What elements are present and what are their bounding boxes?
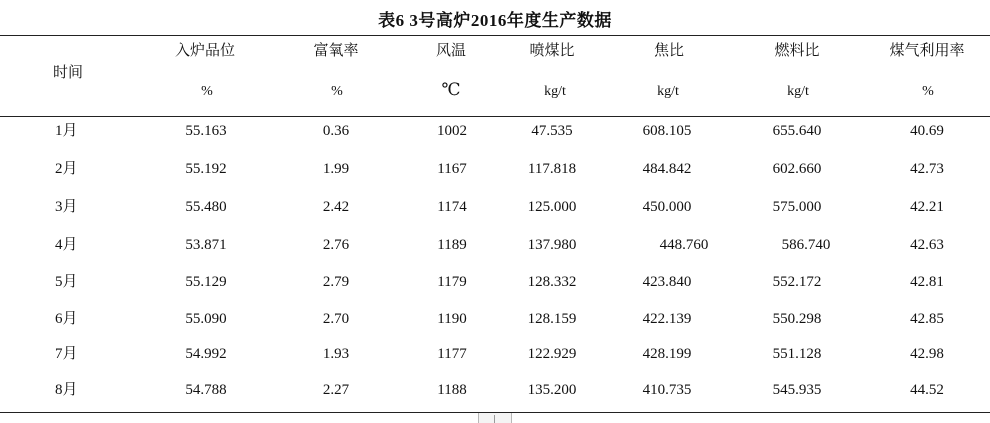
blast-temperature-cell: 1179 — [437, 274, 467, 290]
month-cell: 5月 — [55, 274, 78, 290]
coke-ratio-cell: 428.199 — [642, 346, 692, 362]
blast-temperature-cell: 1167 — [437, 161, 467, 177]
coke-ratio-cell: 450.000 — [642, 199, 692, 215]
table-header-rule — [0, 116, 990, 117]
blast-temperature-cell: 1189 — [437, 237, 467, 253]
grade-cell: 55.090 — [185, 311, 227, 327]
gas-utilization-cell: 44.52 — [910, 382, 944, 398]
month-cell: 2月 — [55, 161, 78, 177]
month-cell: 8月 — [55, 382, 78, 398]
grade-cell: 55.192 — [185, 161, 227, 177]
column-header-coal-injection-ratio: 喷煤比 — [529, 43, 575, 59]
column-unit-blast-temperature: ℃ — [441, 80, 461, 99]
blast-temperature-cell: 1177 — [437, 346, 467, 362]
grade-cell: 53.871 — [185, 237, 227, 253]
grade-cell: 55.163 — [185, 123, 227, 139]
table-resize-handle[interactable] — [478, 413, 512, 423]
column-header-oxygen-enrichment: 富氧率 — [313, 43, 359, 59]
oxygen-enrichment-cell: 1.93 — [322, 346, 350, 362]
coke-ratio-cell: 423.840 — [642, 274, 692, 290]
fuel-ratio-cell: 602.660 — [772, 161, 822, 177]
month-cell: 1月 — [55, 123, 78, 139]
month-cell: 7月 — [55, 346, 78, 362]
gas-utilization-cell: 42.81 — [910, 274, 944, 290]
month-cell: 3月 — [55, 199, 78, 215]
grip-icon — [494, 415, 495, 423]
column-unit-fuel-ratio: kg/t — [787, 84, 809, 99]
blast-temperature-cell: 1190 — [437, 311, 467, 327]
column-unit-grade: % — [201, 84, 213, 99]
table-top-rule — [0, 35, 990, 36]
gas-utilization-cell: 42.73 — [910, 161, 944, 177]
time-column-header: 时间 — [53, 65, 84, 81]
gas-utilization-cell: 40.69 — [910, 123, 944, 139]
fuel-ratio-cell: 545.935 — [772, 382, 822, 398]
column-unit-coal-injection-ratio: kg/t — [544, 84, 566, 99]
fuel-ratio-cell: 575.000 — [772, 199, 822, 215]
column-unit-gas-utilization: % — [922, 84, 934, 99]
gas-utilization-cell: 42.98 — [910, 346, 944, 362]
blast-temperature-cell: 1174 — [437, 199, 467, 215]
grade-cell: 55.480 — [185, 199, 227, 215]
oxygen-enrichment-cell: 1.99 — [322, 161, 350, 177]
column-header-fuel-ratio: 燃料比 — [774, 43, 820, 59]
blast-temperature-cell: 1188 — [437, 382, 467, 398]
coke-ratio-cell: 410.735 — [642, 382, 692, 398]
column-header-gas-utilization: 煤气利用率 — [889, 43, 965, 59]
coke-ratio-cell: 484.842 — [642, 161, 692, 177]
blast-temperature-cell: 1002 — [437, 123, 467, 139]
coke-ratio-cell: 608.105 — [642, 123, 692, 139]
gas-utilization-cell: 42.85 — [910, 311, 944, 327]
oxygen-enrichment-cell: 2.27 — [322, 382, 350, 398]
column-unit-coke-ratio: kg/t — [657, 84, 679, 99]
oxygen-enrichment-cell: 2.76 — [322, 237, 350, 253]
month-cell: 4月 — [55, 237, 78, 253]
coal-injection-cell: 128.332 — [527, 274, 577, 290]
gas-utilization-cell: 42.21 — [910, 199, 944, 215]
oxygen-enrichment-cell: 2.79 — [322, 274, 350, 290]
column-header-grade: 入炉品位 — [174, 43, 236, 59]
coke-ratio-cell: 422.139 — [642, 311, 692, 327]
oxygen-enrichment-cell: 2.42 — [322, 199, 350, 215]
column-unit-oxygen-enrichment: % — [331, 84, 343, 99]
table-title: 表6 3号高炉2016年度生产数据 — [378, 11, 612, 30]
coal-injection-cell: 135.200 — [527, 382, 577, 398]
fuel-ratio-cell: 550.298 — [772, 311, 822, 327]
oxygen-enrichment-cell: 2.70 — [322, 311, 350, 327]
coke-ratio-cell: 448.760 — [659, 237, 709, 253]
month-cell: 6月 — [55, 311, 78, 327]
column-header-coke-ratio: 焦比 — [653, 43, 685, 59]
fuel-ratio-cell: 655.640 — [772, 123, 822, 139]
fuel-ratio-cell: 551.128 — [772, 346, 822, 362]
fuel-ratio-cell: 586.740 — [781, 237, 831, 253]
grade-cell: 54.992 — [185, 346, 227, 362]
coal-injection-cell: 47.535 — [531, 123, 573, 139]
column-header-blast-temperature: 风温 — [435, 43, 467, 59]
gas-utilization-cell: 42.63 — [910, 237, 944, 253]
coal-injection-cell: 117.818 — [527, 161, 577, 177]
coal-injection-cell: 125.000 — [527, 199, 577, 215]
fuel-ratio-cell: 552.172 — [772, 274, 822, 290]
grade-cell: 54.788 — [185, 382, 227, 398]
oxygen-enrichment-cell: 0.36 — [322, 123, 350, 139]
coal-injection-cell: 122.929 — [527, 346, 577, 362]
coal-injection-cell: 137.980 — [527, 237, 577, 253]
coal-injection-cell: 128.159 — [527, 311, 577, 327]
grade-cell: 55.129 — [185, 274, 227, 290]
